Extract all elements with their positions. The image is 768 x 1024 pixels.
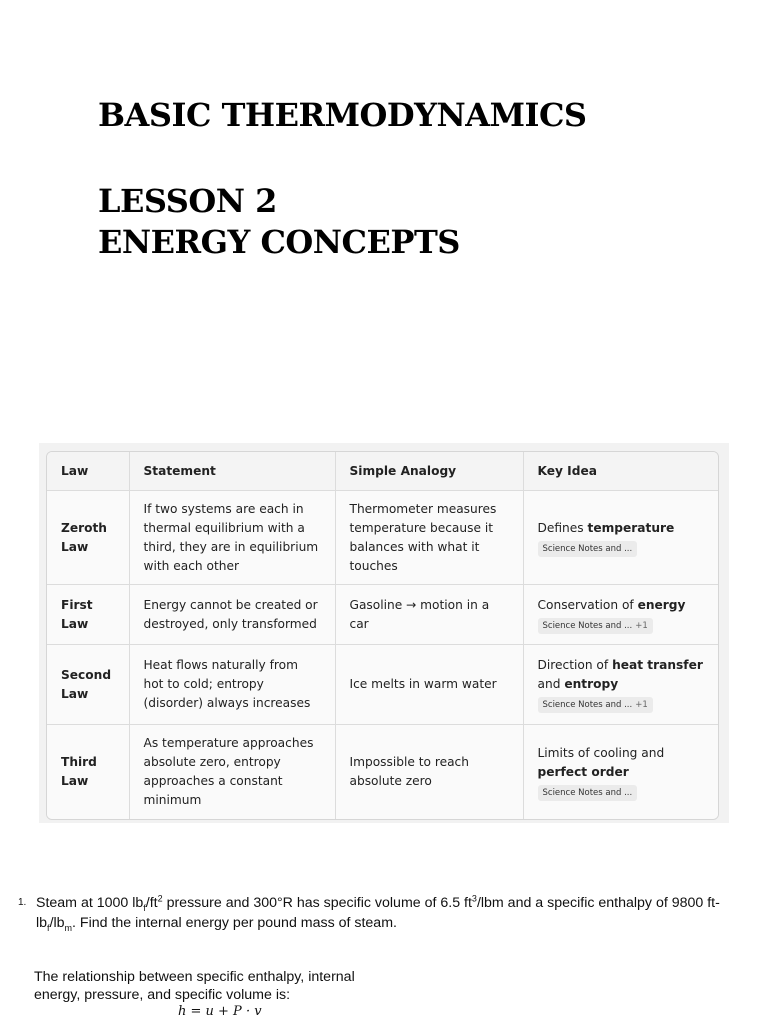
lesson-number: LESSON 2	[98, 182, 277, 220]
column-header-analogy: Simple Analogy	[335, 452, 523, 491]
laws-table	[47, 452, 718, 819]
explanation-text: The relationship between specific enthalpy, internal energy, pressure, and specific volume is:	[34, 969, 355, 1003]
law-key-idea	[523, 645, 718, 725]
table-row	[47, 491, 718, 585]
law-analogy: Gasoline → motion in a car	[335, 585, 523, 645]
key-idea-bold: temperature	[587, 520, 675, 535]
key-idea-bold: heat transfer	[612, 658, 703, 672]
problem-superscript: 3	[471, 893, 477, 904]
problem-statement	[36, 893, 736, 933]
source-chip-count: +1	[635, 700, 648, 710]
problem-subscript: f	[47, 922, 50, 933]
course-title: BASIC THERMODYNAMICS	[98, 96, 587, 134]
source-chip-label: Science Notes and ...	[542, 543, 633, 554]
problem-subscript: m	[64, 922, 73, 933]
law-name: First Law	[47, 585, 129, 645]
source-chip[interactable]	[538, 785, 638, 801]
problem-superscript: 2	[157, 893, 163, 904]
problem-text: /ft	[145, 895, 158, 911]
law-analogy: Impossible to reach absolute zero	[335, 725, 523, 820]
source-chip[interactable]	[538, 541, 638, 557]
problem-text: Steam at 1000 lb	[36, 895, 144, 911]
source-chip-label: Science Notes and ...	[542, 620, 633, 631]
key-idea-bold: energy	[637, 597, 686, 612]
table-row	[47, 585, 718, 645]
law-key-idea	[523, 725, 718, 820]
enthalpy-equation: h = u + P · v	[178, 1004, 262, 1019]
law-name: Second Law	[47, 645, 129, 725]
table-header-row	[47, 452, 718, 491]
problem-text: . Find the internal energy per pound mass of steam.	[72, 915, 397, 931]
key-idea-text: Limits of cooling and	[537, 745, 665, 760]
law-analogy: Thermometer measures temperature because it balances with what it touches	[335, 491, 523, 585]
key-idea-text: Defines	[537, 520, 588, 535]
key-idea-bold: perfect order	[537, 764, 629, 779]
problem-subscript: f	[143, 902, 146, 913]
column-header-key-idea: Key Idea	[523, 452, 718, 491]
law-key-idea	[523, 491, 718, 585]
source-chip-count: +1	[635, 620, 648, 631]
law-name: Zeroth Law	[47, 491, 129, 585]
column-header-statement: Statement	[129, 452, 335, 491]
key-idea-text: Conservation of	[537, 597, 638, 612]
key-idea-bold-2: entropy	[564, 677, 619, 691]
law-name: Third Law	[47, 725, 129, 820]
source-chip-label: Science Notes and ...	[542, 787, 633, 798]
table-row	[47, 645, 718, 725]
laws-table-card	[46, 451, 719, 820]
key-idea-text-2: and	[537, 677, 565, 691]
key-idea-text: Direction of	[537, 658, 613, 672]
problem-number: 1.	[18, 897, 27, 908]
law-statement: If two systems are each in thermal equilibrium with a third, they are in equilibrium with each other	[129, 491, 335, 585]
source-chip[interactable]	[538, 697, 653, 713]
laws-table-image	[39, 443, 729, 823]
problem-text: /lbm and a specific enthalpy of 9800 ft-lb	[36, 895, 720, 931]
column-header-law: Law	[47, 452, 129, 491]
table-row	[47, 725, 718, 820]
law-statement: As temperature approaches absolute zero, entropy approaches a constant minimum	[129, 725, 335, 820]
law-statement: Energy cannot be created or destroyed, only transformed	[129, 585, 335, 645]
law-statement: Heat flows naturally from hot to cold; entropy (disorder) always increases	[129, 645, 335, 725]
problem-text: pressure and 300°R has specific volume of 6.5 ft	[162, 895, 472, 911]
problem-text: /lb	[49, 915, 65, 931]
law-analogy: Ice melts in warm water	[335, 645, 523, 725]
law-key-idea	[523, 585, 718, 645]
lesson-title: ENERGY CONCEPTS	[98, 223, 460, 261]
source-chip-label: Science Notes and ...	[542, 700, 633, 710]
source-chip[interactable]	[538, 618, 653, 634]
